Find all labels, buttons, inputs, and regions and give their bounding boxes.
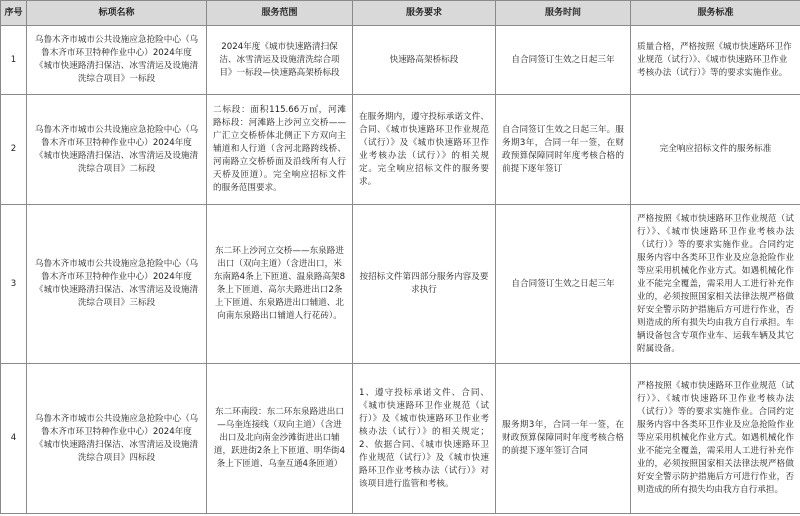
row-time: 自合同签订生效之日起三年 — [496, 205, 631, 364]
row-requirement: 按招标文件第四部分服务内容及要求执行 — [353, 205, 496, 364]
row-name: 乌鲁木齐市城市公共设施应急抢险中心（乌鲁木齐市环卫特种作业中心）2024年度《城市快速路清扫保洁、冰雪清运及设施清洗综合项目》三标段 — [27, 205, 207, 364]
table-row — [1, 364, 800, 514]
table-row — [1, 95, 800, 205]
row-standard: 质量合格，严格按照《城市快速路环卫作业规范（试行）》、《城市快速路环卫作业考核办法（试行）》等的要求实施作业。 — [631, 26, 800, 95]
header-no: 序号 — [1, 1, 27, 26]
table-row — [1, 205, 800, 364]
header-standard: 服务标准 — [631, 1, 800, 26]
table-row — [1, 26, 800, 95]
row-name: 乌鲁木齐市城市公共设施应急抢险中心（乌鲁木齐市环卫特种作业中心）2024年度《城市快速路清扫保洁、冰雪清运及设施清洗综合项目》二标段 — [27, 95, 207, 205]
row-no: 3 — [1, 205, 27, 364]
row-no: 2 — [1, 95, 27, 205]
row-no: 4 — [1, 364, 27, 514]
row-time: 自合同签订生效之日起三年。服务期3年，合同一年一签，在财政预算保障同时年度考核合格的前提下逐年签订 — [496, 95, 631, 205]
header-scope: 服务范围 — [207, 1, 353, 26]
row-scope: 东二环南段：东二环东泉路进出口—乌奎连接线（双向主道）（含进出口及北向南金沙滩街进出口辅道，跃进街2条上下匝道、明华街4条上下匝道、乌奎互通4条匝道） — [207, 364, 353, 514]
header-time: 服务时间 — [496, 1, 631, 26]
row-standard: 完全响应招标文件的服务标准 — [631, 95, 800, 205]
row-name: 乌鲁木齐市城市公共设施应急抢险中心（乌鲁木齐市环卫特种作业中心）2024年度《城市快速路清扫保洁、冰雪清运及设施清洗综合项目》一标段 — [27, 26, 207, 95]
row-scope: 2024年度《城市快速路清扫保洁、冰雪清运及设施清洗综合项目》一标段—快速路高架桥标段 — [207, 26, 353, 95]
row-requirement: 快速路高架桥标段 — [353, 26, 496, 95]
row-time: 服务期3年，合同一年一签，在财政预算保障同时年度考核合格的前提下逐年签订合同 — [496, 364, 631, 514]
row-standard: 严格按照《城市快速路环卫作业规范（试行）》、《城市快速路环卫作业考核办法（试行）》等的要求实施作业。合同约定服务内容中各类环卫作业及应急抢险作业等应采用机械化作业方式。如遇机械化作业不能完全覆盖，需采用人工进行补充作业的，必须按照国家相关法律法规严格做好安全警示防护措施后方可进行作业，否则造成的所有损失均由我方自行承担。车辆设备包含专项作业车、运载车辆及其它附属设备。 — [631, 205, 800, 364]
header-row — [1, 1, 800, 26]
row-scope: 东二环上沙河立交桥——东泉路进出口（双向主道）（含进出口，米东南路4条上下匝道、温泉路高架8条上下匝道、高尔夫路进出口2条上下匝道、东泉路进出口辅道、北向南东泉路出口辅道人行花砖）。 — [207, 205, 353, 364]
row-standard: 严格按照《城市快速路环卫作业规范（试行）》、《城市快速路环卫作业考核办法（试行）》等的要求实施作业。合同约定服务内容中各类环卫作业及应急抢险作业等应采用机械化作业方式。如遇机械化作业不能完全覆盖，需采用人工进行补充作业的，必须按照国家相关法律法规严格做好安全警示防护措施后方可进行作业，否则造成的所有损失均由我方自行承担。 — [631, 364, 800, 514]
header-requirement: 服务要求 — [353, 1, 496, 26]
header-name: 标项名称 — [27, 1, 207, 26]
row-time: 自合同签订生效之日起三年 — [496, 26, 631, 95]
row-scope: 二标段：面积115.66万㎡，河滩路标段：河滩路上沙河立交桥——广汇立交桥桥体北侧正下方双向主辅道和人行道（含河北路跨线桥、河南路立交桥桥面及沿线所有人行天桥及匝道）。完全响应招标文件的服务范围要求。 — [207, 95, 353, 205]
row-name: 乌鲁木齐市城市公共设施应急抢险中心（乌鲁木齐市环卫特种作业中心）2024年度《城市快速路清扫保洁、冰雪清运及设施清洗综合项目》四标段 — [27, 364, 207, 514]
row-requirement: 在服务期内，遵守投标承诺文件、合同、《城市快速路环卫作业规范（试行）》及《城市快速路环卫作业考核办法（试行）》的相关规定。完全响应招标文件的服务要求。 — [353, 95, 496, 205]
row-requirement: 1、遵守投标承诺文件、合同、《城市快速路环卫作业规范（试行）》及《城市快速路环卫作业考核办法（试行）》的相关规定；2、依据合同、《城市快速路环卫作业规范（试行）》及《城市快速路环卫作业考核办法（试行）》对该项目进行监管和考核。 — [353, 364, 496, 514]
row-no: 1 — [1, 26, 27, 95]
